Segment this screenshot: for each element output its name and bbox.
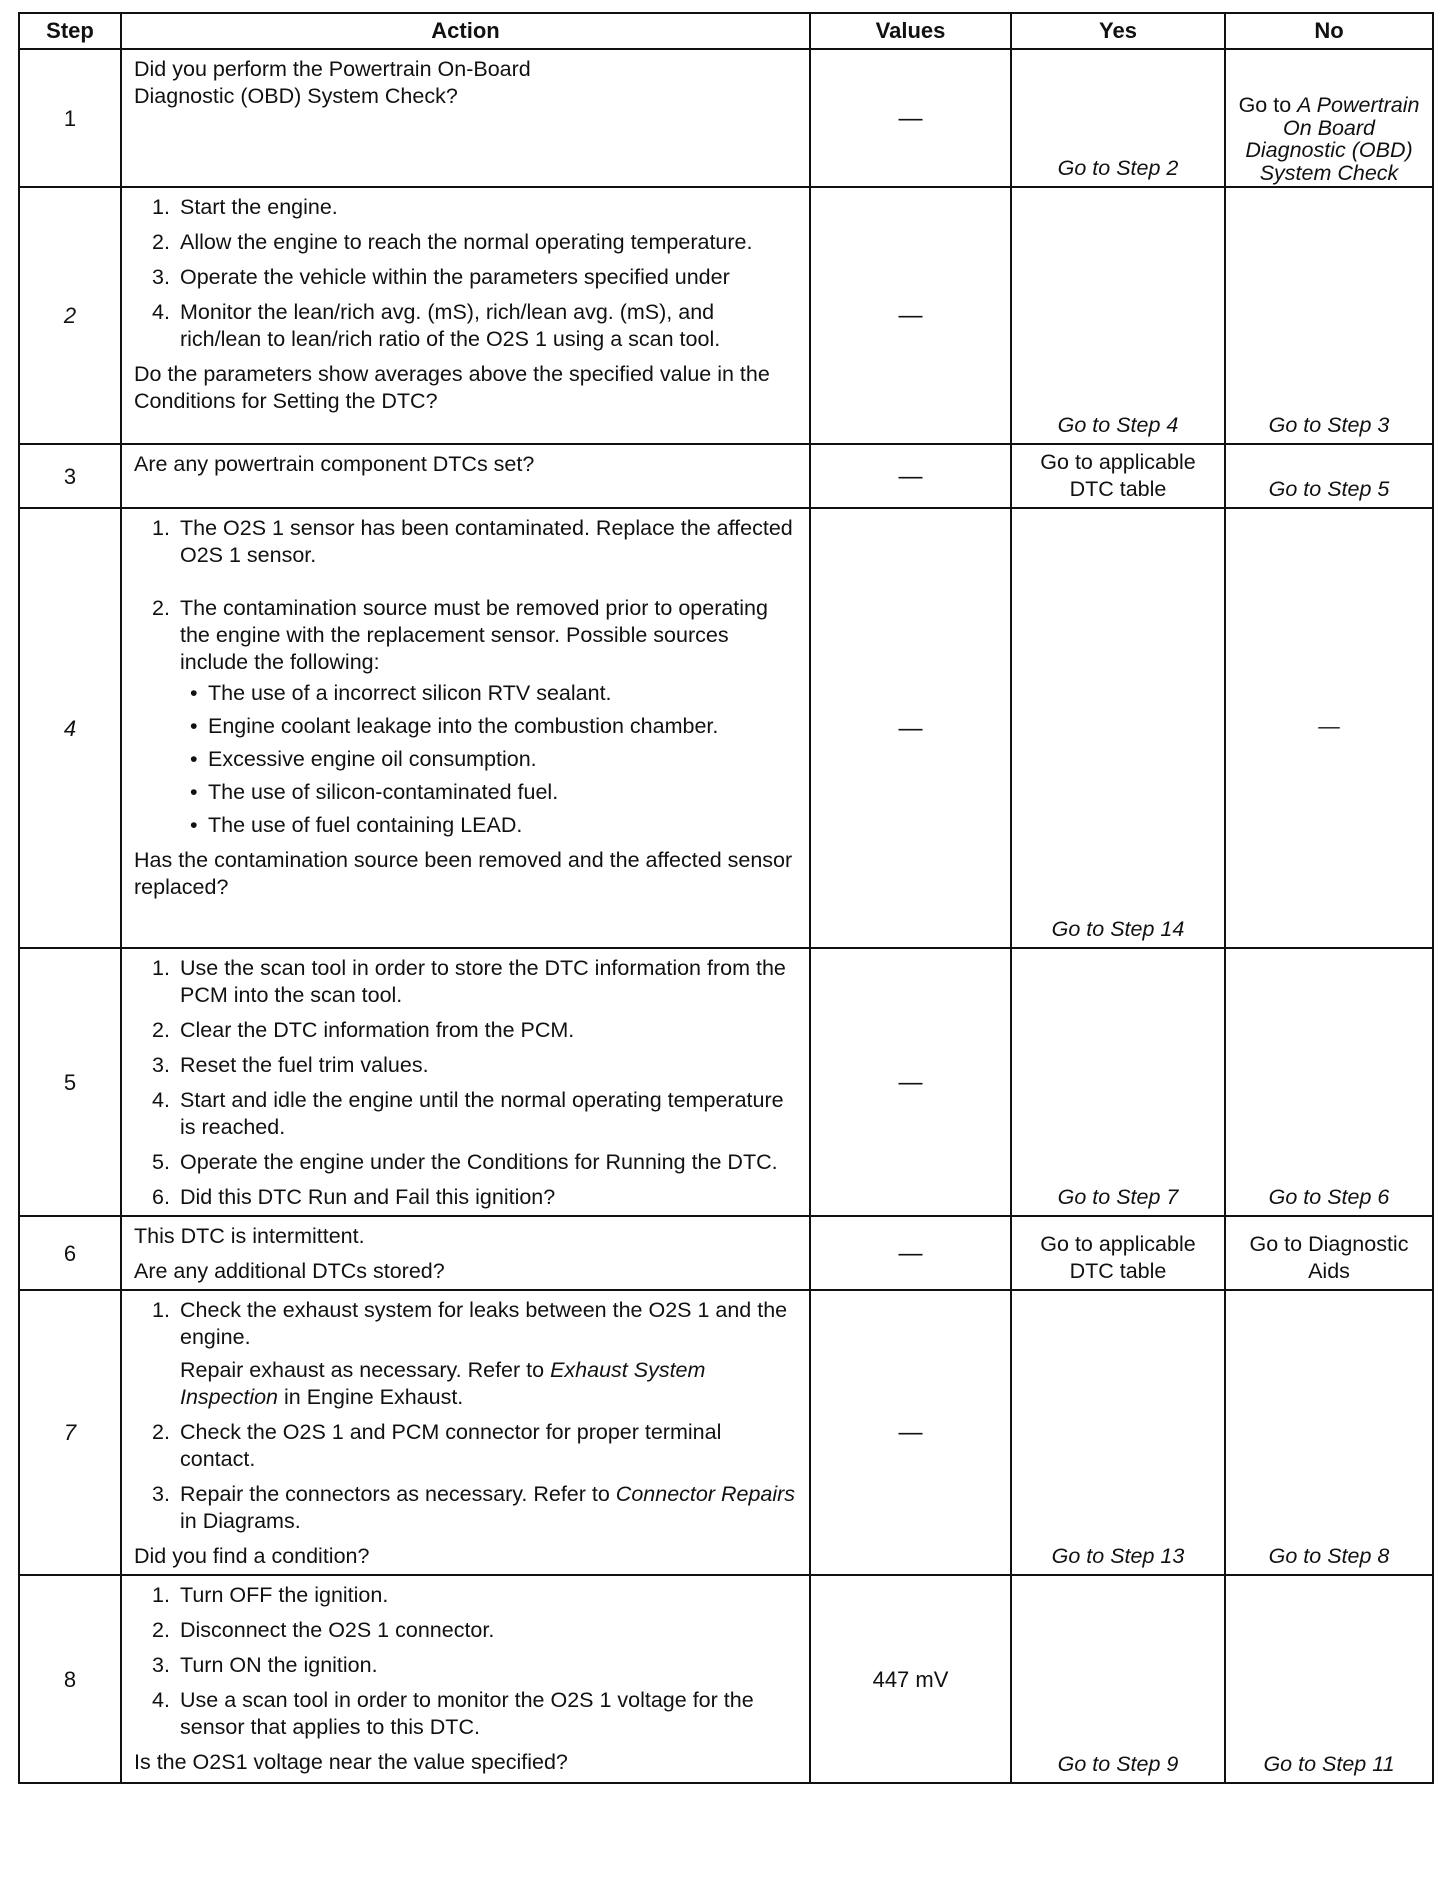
table-row-step-7 <box>19 1290 1433 1575</box>
action-question: Do the parameters show averages above the specified value in the Conditions for Setting the DTC? <box>134 362 770 413</box>
values-cell: — <box>810 1216 1011 1290</box>
no-cell: — <box>1225 508 1433 948</box>
list-item: 3. Operate the vehicle within the parameters specified under <box>152 265 730 289</box>
exhaust-reference: Repair exhaust as necessary. Refer to Exhaust System Inspection in Engine Exhaust. <box>180 1358 706 1409</box>
action-steps <box>134 515 797 839</box>
no-cell[interactable]: Go to Step 8 <box>1225 1290 1433 1575</box>
table-row-step-1 <box>19 49 1433 187</box>
no-link[interactable]: A Powertrain On Board Diagnostic (OBD) System Check <box>1245 93 1420 185</box>
step-number: 5 <box>19 948 121 1216</box>
values-cell: — <box>810 444 1011 508</box>
yes-cell[interactable]: Go to applicable DTC table <box>1011 444 1225 508</box>
action-steps <box>134 194 797 353</box>
bullet-item: • The use of fuel containing LEAD. <box>190 813 523 837</box>
yes-cell[interactable]: Go to Step 9 <box>1011 1575 1225 1783</box>
yes-cell[interactable]: Go to Step 4 <box>1011 187 1225 444</box>
list-item: 3. Turn ON the ignition. <box>152 1653 378 1677</box>
yes-cell[interactable]: Go to applicable DTC table <box>1011 1216 1225 1290</box>
action-steps <box>134 1582 797 1741</box>
list-item: 4. Use a scan tool in order to monitor the O2S 1 voltage for the sensor that applies to this DTC. <box>152 1688 754 1739</box>
action-cell <box>121 49 810 187</box>
exhaust-inspection-link[interactable]: Exhaust System Inspection <box>180 1358 706 1409</box>
action-cell <box>121 444 810 508</box>
list-item: 4. Monitor the lean/rich avg. (mS), rich/lean avg. (mS), and rich/lean to lean/rich ratio of the O2S 1 using a scan tool. <box>152 300 721 351</box>
action-question: Did you find a condition? <box>134 1544 370 1568</box>
yes-cell[interactable]: Go to Step 2 <box>1011 49 1225 187</box>
list-item: 2. Check the O2S 1 and PCM connector for proper terminal contact. <box>152 1420 722 1471</box>
step-number: 8 <box>19 1575 121 1783</box>
action-question: Is the O2S1 voltage near the value specified? <box>134 1750 568 1774</box>
header-yes: Yes <box>1011 13 1225 49</box>
list-item: 3. Reset the fuel trim values. <box>152 1053 429 1077</box>
action-question: Are any powertrain component DTCs set? <box>134 452 535 476</box>
no-prefix: Go to <box>1238 93 1292 117</box>
action-question: Has the contamination source been removed and the affected sensor replaced? <box>134 848 793 899</box>
yes-cell[interactable]: Go to Step 13 <box>1011 1290 1225 1575</box>
diagnostic-table <box>18 12 1434 1784</box>
header-row <box>19 13 1433 49</box>
table-row-step-5 <box>19 948 1433 1216</box>
list-item: 1. Use the scan tool in order to store the DTC information from the PCM into the scan tool. <box>152 956 786 1007</box>
list-item: 6. Did this DTC Run and Fail this ignition? <box>152 1185 556 1209</box>
action-cell <box>121 1290 810 1575</box>
step-number: 2 <box>19 187 121 444</box>
values-cell: — <box>810 49 1011 187</box>
values-cell: 447 mV <box>810 1575 1011 1783</box>
list-item: 1. Start the engine. <box>152 195 338 219</box>
action-steps <box>134 1297 797 1535</box>
values-cell: — <box>810 508 1011 948</box>
list-item: 5. Operate the engine under the Conditions for Running the DTC. <box>152 1150 778 1174</box>
values-cell: — <box>810 948 1011 1216</box>
bullet-item: • The use of silicon-contaminated fuel. <box>190 780 559 804</box>
table-row-step-3 <box>19 444 1433 508</box>
step-number: 4 <box>19 508 121 948</box>
no-cell[interactable]: Go to Step 6 <box>1225 948 1433 1216</box>
list-item: 2. Disconnect the O2S 1 connector. <box>152 1618 495 1642</box>
contamination-sources <box>180 680 797 839</box>
header-action: Action <box>121 13 810 49</box>
bullet-item: • The use of a incorrect silicon RTV sealant. <box>190 681 612 705</box>
table-row-step-4 <box>19 508 1433 948</box>
list-item: 2. Clear the DTC information from the PCM. <box>152 1018 575 1042</box>
values-cell: — <box>810 187 1011 444</box>
no-cell[interactable]: Go to Step 11 <box>1225 1575 1433 1783</box>
action-cell <box>121 508 810 948</box>
action-question: Did you perform the Powertrain On-Board Diagnostic (OBD) System Check? <box>134 57 531 108</box>
bullet-item: • Excessive engine oil consumption. <box>190 747 537 771</box>
list-item: 1. Turn OFF the ignition. <box>152 1583 389 1607</box>
step-number: 7 <box>19 1290 121 1575</box>
step-number: 3 <box>19 444 121 508</box>
list-item: 4. Start and idle the engine until the normal operating temperature is reached. <box>152 1088 784 1139</box>
list-item: 1. The O2S 1 sensor has been contaminated. Replace the affected O2S 1 sensor. <box>152 516 793 567</box>
action-note: This DTC is intermittent. <box>134 1224 365 1248</box>
no-cell[interactable]: Go to Step 3 <box>1225 187 1433 444</box>
table-row-step-6 <box>19 1216 1433 1290</box>
action-cell <box>121 1216 810 1290</box>
no-cell[interactable]: Go to Step 5 <box>1225 444 1433 508</box>
table-row-step-2 <box>19 187 1433 444</box>
action-cell <box>121 948 810 1216</box>
action-cell <box>121 1575 810 1783</box>
header-no: No <box>1225 13 1433 49</box>
yes-cell[interactable]: Go to Step 7 <box>1011 948 1225 1216</box>
header-values: Values <box>810 13 1011 49</box>
header-step: Step <box>19 13 121 49</box>
list-item: 2. Allow the engine to reach the normal operating temperature. <box>152 230 753 254</box>
list-item: 2. The contamination source must be removed prior to operating the engine with the replacement sensor. Possible sources include the following: • The use of a incorrect silicon RTV sealant. • Engine coolant leakage into the combustion chamber. • Excessive engine oil consumption. • The use of silicon-contaminated fuel. • The use of fuel containing LEAD. <box>134 595 797 839</box>
list-item: 3. Repair the connectors as necessary. Refer to Connector Repairs in Diagrams. <box>152 1482 796 1533</box>
step-number: 1 <box>19 49 121 187</box>
no-cell[interactable]: Go to Diagnostic Aids <box>1225 1216 1433 1290</box>
table-row-step-8 <box>19 1575 1433 1783</box>
action-steps <box>134 955 797 1211</box>
action-question: Are any additional DTCs stored? <box>134 1259 445 1283</box>
yes-cell[interactable]: Go to Step 14 <box>1011 508 1225 948</box>
no-cell[interactable] <box>1225 49 1433 187</box>
step-number: 6 <box>19 1216 121 1290</box>
action-cell <box>121 187 810 444</box>
values-cell: — <box>810 1290 1011 1575</box>
connector-repairs-link[interactable]: Connector Repairs <box>615 1482 796 1506</box>
list-item: 1. Check the exhaust system for leaks between the O2S 1 and the engine. Repair exhaust as necessary. Refer to Exhaust System Inspection in Engine Exhaust. <box>134 1297 797 1411</box>
bullet-item: • Engine coolant leakage into the combustion chamber. <box>190 714 719 738</box>
